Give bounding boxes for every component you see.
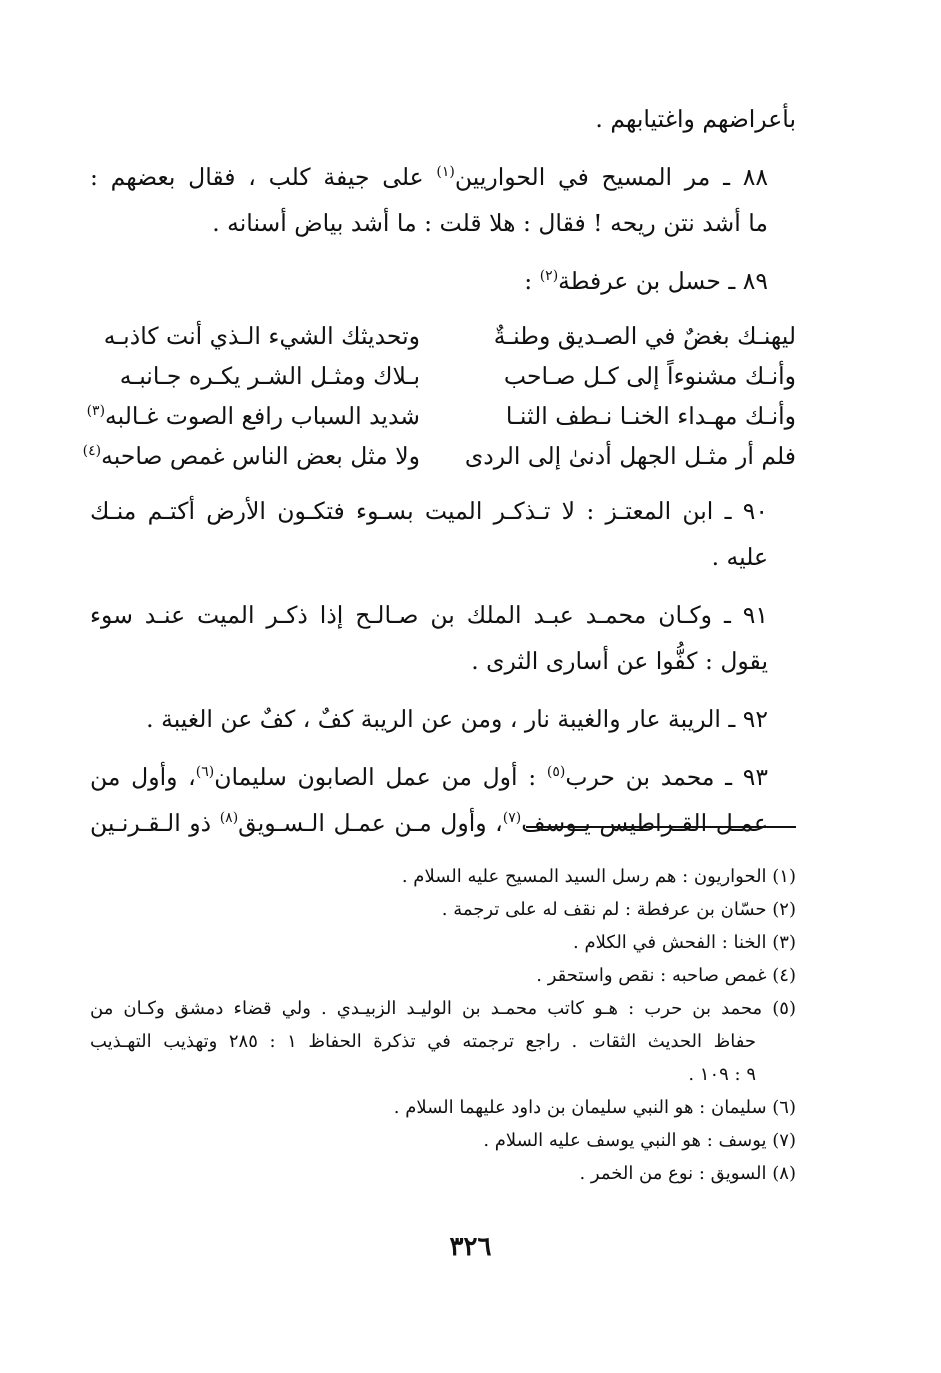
entry-88-line-2: ما أشد نتن ريحه ! فقال : هلا قلت : ما أشد بياض أسنانه . xyxy=(212,209,768,237)
verse-first-hemistich: ليهنـك بغضٌ في الصـديق وطنـةٌ xyxy=(493,322,796,350)
entry-89-text: ٨٩ ـ حسل بن عرفطة xyxy=(558,267,768,295)
main-text xyxy=(82,96,796,846)
verse-second-hemistich xyxy=(86,396,420,436)
entry-90-line-1: ٩٠ ـ ابن المعتـز : لا تـذكـر الميت بسـوء فتكـون الأرض أكتـم منـك xyxy=(90,497,768,525)
entry-88-line-1 xyxy=(90,154,796,200)
footnote-2: (٢) حسّان بن عرفطة : لم نقف له على ترجمة . xyxy=(441,899,796,920)
entry-92 xyxy=(90,696,796,742)
footnote-5-line-1: (٥) محمد بن حرب : هـو كاتب محمـد بن الوليـد الزبيـدي . ولي قضاء دمشق وكـان من xyxy=(90,998,796,1019)
entry-93-text-b: : أول من عمل الصابون سليمان xyxy=(214,763,547,791)
footnote-7: (٧) يوسف : هو النبي يوسف عليه السلام . xyxy=(483,1130,796,1151)
footnote-5 xyxy=(90,992,796,1091)
footnote-separator xyxy=(526,826,796,828)
verse-second-text: بـلاك ومثـل الشـر يكـره جـانبـه xyxy=(119,362,420,390)
entry-93-line-2 xyxy=(90,800,796,846)
footnote-5-line-2: حفاظ الحديث الثقات . راجع ترجمته في تذكرة الحفاظ ١ : ٢٨٥ وتهذيب التهـذيب xyxy=(90,1031,756,1052)
footnote-ref-3: (٣) xyxy=(86,403,106,420)
footnote-1: (١) الحواريون : هم رسل السيد المسيح عليه السلام . xyxy=(401,866,796,887)
entry-91-line-1: ٩١ ـ وكـان محمـد عبـد الملك بن صـالـح إذا ذكـر الميت عنـد سوء xyxy=(90,601,768,629)
entry-93-text-a: ٩٣ ـ محمد بن حرب xyxy=(565,763,768,791)
page-number: ٣٢٦ xyxy=(449,1232,492,1262)
entry-92-text: ٩٢ ـ الريبة عار والغيبة نار ، ومن عن الريبة كفٌ ، كفٌ عن الغيبة . xyxy=(146,705,768,733)
paragraph-text: بأعراضهم واغتيابهم . xyxy=(595,105,796,133)
verse-first-hemistich: فلم أر مثـل الجهل أدنىٰ إلى الردى xyxy=(464,442,796,470)
footnote-ref-1: (١) xyxy=(436,164,455,181)
entry-93-line-1 xyxy=(90,754,796,800)
entry-90-line-2: عليه . xyxy=(711,543,768,571)
poem-verse xyxy=(90,316,796,356)
poem xyxy=(82,316,796,476)
verse-first-hemistich: وأنـك مشنوءاً إلى كـل صـاحب xyxy=(503,362,796,390)
entry-93 xyxy=(90,754,796,846)
footnote-6: (٦) سليمان : هو النبي سليمان بن داود عليهما السلام . xyxy=(393,1097,796,1118)
footnote-5-line-3: ٩ : ١٠٩ . xyxy=(688,1064,756,1085)
verse-second-text: وتحديثك الشيء الـذي أنت كاذبـه xyxy=(103,322,420,350)
entry-93-text-d: عمـل القـراطيس يـوسف xyxy=(521,809,768,837)
poem-verse xyxy=(86,396,796,436)
footnote-ref-4: (٤) xyxy=(82,443,102,460)
verse-second-text: ولا مثل بعض الناس غمص صاحبه xyxy=(101,442,420,470)
entry-91-line-2: يقول : كفُّوا عن أسارى الثرى . xyxy=(471,647,768,675)
entry-88-text-end: على جيفة كلب ، فقال بعضهم : xyxy=(90,163,437,191)
footnote-ref-6: (٦) xyxy=(195,764,215,781)
footnote-3: (٣) الخنا : الفحش في الكلام . xyxy=(573,932,796,953)
verse-first-hemistich: وأنـك مهـداء الخنـا نـطف الثنـا xyxy=(505,402,796,430)
paragraph-continuation xyxy=(90,96,796,142)
entry-93-text-e: ، وأول مـن عمـل الـسـويق xyxy=(238,809,503,837)
footnote-ref-2: (٢) xyxy=(539,268,559,285)
footnote-4: (٤) غمص صاحبه : نقص واستحقر . xyxy=(536,965,796,986)
entry-88-text: ٨٨ ـ مر المسيح في الحواريين xyxy=(454,163,768,191)
footnote-ref-8: (٨) xyxy=(219,810,239,827)
verse-second-hemistich xyxy=(90,356,420,396)
entry-91 xyxy=(90,592,796,684)
entry-93-text-f: ذو الـقـرنـين xyxy=(90,809,220,837)
entry-89-colon: : xyxy=(524,267,540,295)
entry-89 xyxy=(90,258,796,304)
footnotes xyxy=(90,860,796,1190)
footnote-8: (٨) السويق : نوع من الخمر . xyxy=(579,1163,796,1184)
footnote-ref-5: (٥) xyxy=(546,764,566,781)
poem-verse xyxy=(82,436,796,476)
entry-90 xyxy=(90,488,796,580)
entry-93-text-c: ، وأول من xyxy=(90,763,196,791)
entry-88 xyxy=(90,154,796,246)
verse-second-hemistich xyxy=(82,436,420,476)
footnote-ref-7: (٧) xyxy=(502,810,522,827)
verse-second-text: شديد السباب رافع الصوت غـالبه xyxy=(105,402,420,430)
verse-second-hemistich xyxy=(90,316,420,356)
poem-verse xyxy=(90,356,796,396)
